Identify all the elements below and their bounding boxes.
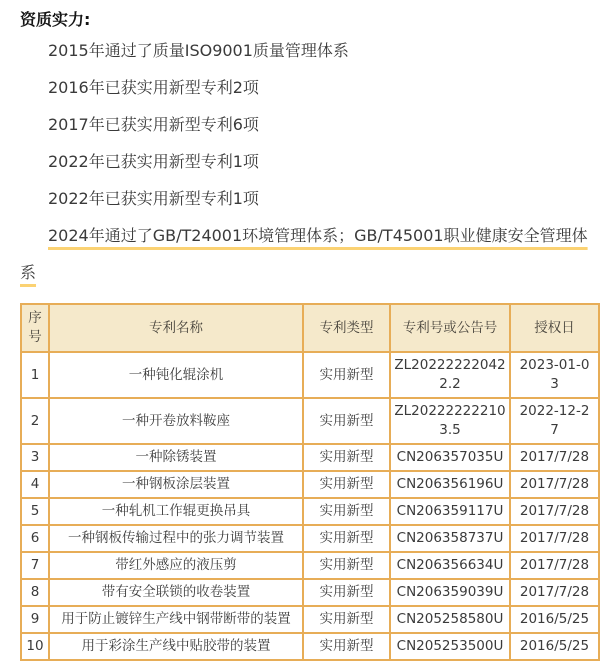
table-row xyxy=(21,498,599,525)
cell-grant-date: 2017/7/28 xyxy=(510,444,599,471)
header-patent-number: 专利号或公告号 xyxy=(390,304,510,352)
table-row xyxy=(21,606,599,633)
cell-patent-number: CN206357035U xyxy=(390,444,510,471)
cell-patent-name: 带有安全联锁的收卷装置 xyxy=(49,579,303,606)
page-title: 资质实力: xyxy=(20,10,91,29)
patent-table xyxy=(20,303,600,661)
cell-index: 6 xyxy=(21,525,49,552)
achievement-line-highlighted xyxy=(20,217,598,291)
table-row xyxy=(21,552,599,579)
cell-patent-type: 实用新型 xyxy=(303,398,390,444)
cell-patent-name: 用于彩涂生产线中贴胶带的装置 xyxy=(49,633,303,660)
cell-grant-date: 2023-01-03 xyxy=(510,352,599,398)
cell-patent-number: CN206359039U xyxy=(390,579,510,606)
cell-index: 8 xyxy=(21,579,49,606)
cell-grant-date: 2017/7/28 xyxy=(510,471,599,498)
header-patent-type: 专利类型 xyxy=(303,304,390,352)
cell-patent-name: 一种钢板传输过程中的张力调节装置 xyxy=(49,525,303,552)
table-row xyxy=(21,398,599,444)
cell-patent-type: 实用新型 xyxy=(303,525,390,552)
cell-index: 4 xyxy=(21,471,49,498)
cell-grant-date: 2016/5/25 xyxy=(510,633,599,660)
achievement-line: 2022年已获实用新型专利1项 xyxy=(48,152,259,171)
cell-patent-number: CN206358737U xyxy=(390,525,510,552)
highlighted-text: 2024年通过了GB/T24001环境管理体系；GB/T45001职业健康安全管理体系 xyxy=(20,226,588,282)
cell-patent-type: 实用新型 xyxy=(303,633,390,660)
cell-grant-date: 2017/7/28 xyxy=(510,552,599,579)
cell-grant-date: 2017/7/28 xyxy=(510,498,599,525)
achievement-line: 2015年通过了质量ISO9001质量管理体系 xyxy=(48,41,349,60)
cell-patent-type: 实用新型 xyxy=(303,471,390,498)
table-row xyxy=(21,444,599,471)
cell-index: 9 xyxy=(21,606,49,633)
header-row xyxy=(21,304,599,352)
header-index: 序号 xyxy=(21,304,49,352)
cell-index: 1 xyxy=(21,352,49,398)
cell-patent-name: 一种钢板涂层装置 xyxy=(49,471,303,498)
header-grant-date: 授权日 xyxy=(510,304,599,352)
table-row xyxy=(21,471,599,498)
cell-patent-name: 一种轧机工作辊更换吊具 xyxy=(49,498,303,525)
cell-patent-name: 一种开卷放料鞍座 xyxy=(49,398,303,444)
cell-patent-type: 实用新型 xyxy=(303,352,390,398)
cell-patent-number: ZL202222220422.2 xyxy=(390,352,510,398)
cell-grant-date: 2016/5/25 xyxy=(510,606,599,633)
cell-grant-date: 2017/7/28 xyxy=(510,525,599,552)
achievement-line: 2016年已获实用新型专利2项 xyxy=(48,78,259,97)
cell-patent-number: CN205253500U xyxy=(390,633,510,660)
cell-patent-name: 一种钝化辊涂机 xyxy=(49,352,303,398)
cell-patent-type: 实用新型 xyxy=(303,552,390,579)
table-row xyxy=(21,633,599,660)
cell-patent-name: 用于防止镀锌生产线中钢带断带的装置 xyxy=(49,606,303,633)
cell-index: 7 xyxy=(21,552,49,579)
cell-index: 5 xyxy=(21,498,49,525)
cell-patent-name: 带红外感应的液压剪 xyxy=(49,552,303,579)
header-patent-name: 专利名称 xyxy=(49,304,303,352)
cell-patent-type: 实用新型 xyxy=(303,579,390,606)
cell-patent-number: CN205258580U xyxy=(390,606,510,633)
cell-patent-type: 实用新型 xyxy=(303,498,390,525)
table-row xyxy=(21,352,599,398)
achievement-line: 2017年已获实用新型专利6项 xyxy=(48,115,259,134)
cell-index: 10 xyxy=(21,633,49,660)
cell-patent-number: CN206356634U xyxy=(390,552,510,579)
table-row xyxy=(21,579,599,606)
cell-patent-type: 实用新型 xyxy=(303,444,390,471)
cell-patent-number: ZL202222222103.5 xyxy=(390,398,510,444)
cell-grant-date: 2022-12-27 xyxy=(510,398,599,444)
table-row xyxy=(21,525,599,552)
cell-patent-type: 实用新型 xyxy=(303,606,390,633)
cell-patent-number: CN206356196U xyxy=(390,471,510,498)
achievement-line: 2022年已获实用新型专利1项 xyxy=(48,189,259,208)
cell-patent-name: 一种除锈装置 xyxy=(49,444,303,471)
patent-table-body xyxy=(21,352,599,660)
cell-patent-number: CN206359117U xyxy=(390,498,510,525)
patent-table-header xyxy=(21,304,599,352)
cell-grant-date: 2017/7/28 xyxy=(510,579,599,606)
cell-index: 2 xyxy=(21,398,49,444)
cell-index: 3 xyxy=(21,444,49,471)
